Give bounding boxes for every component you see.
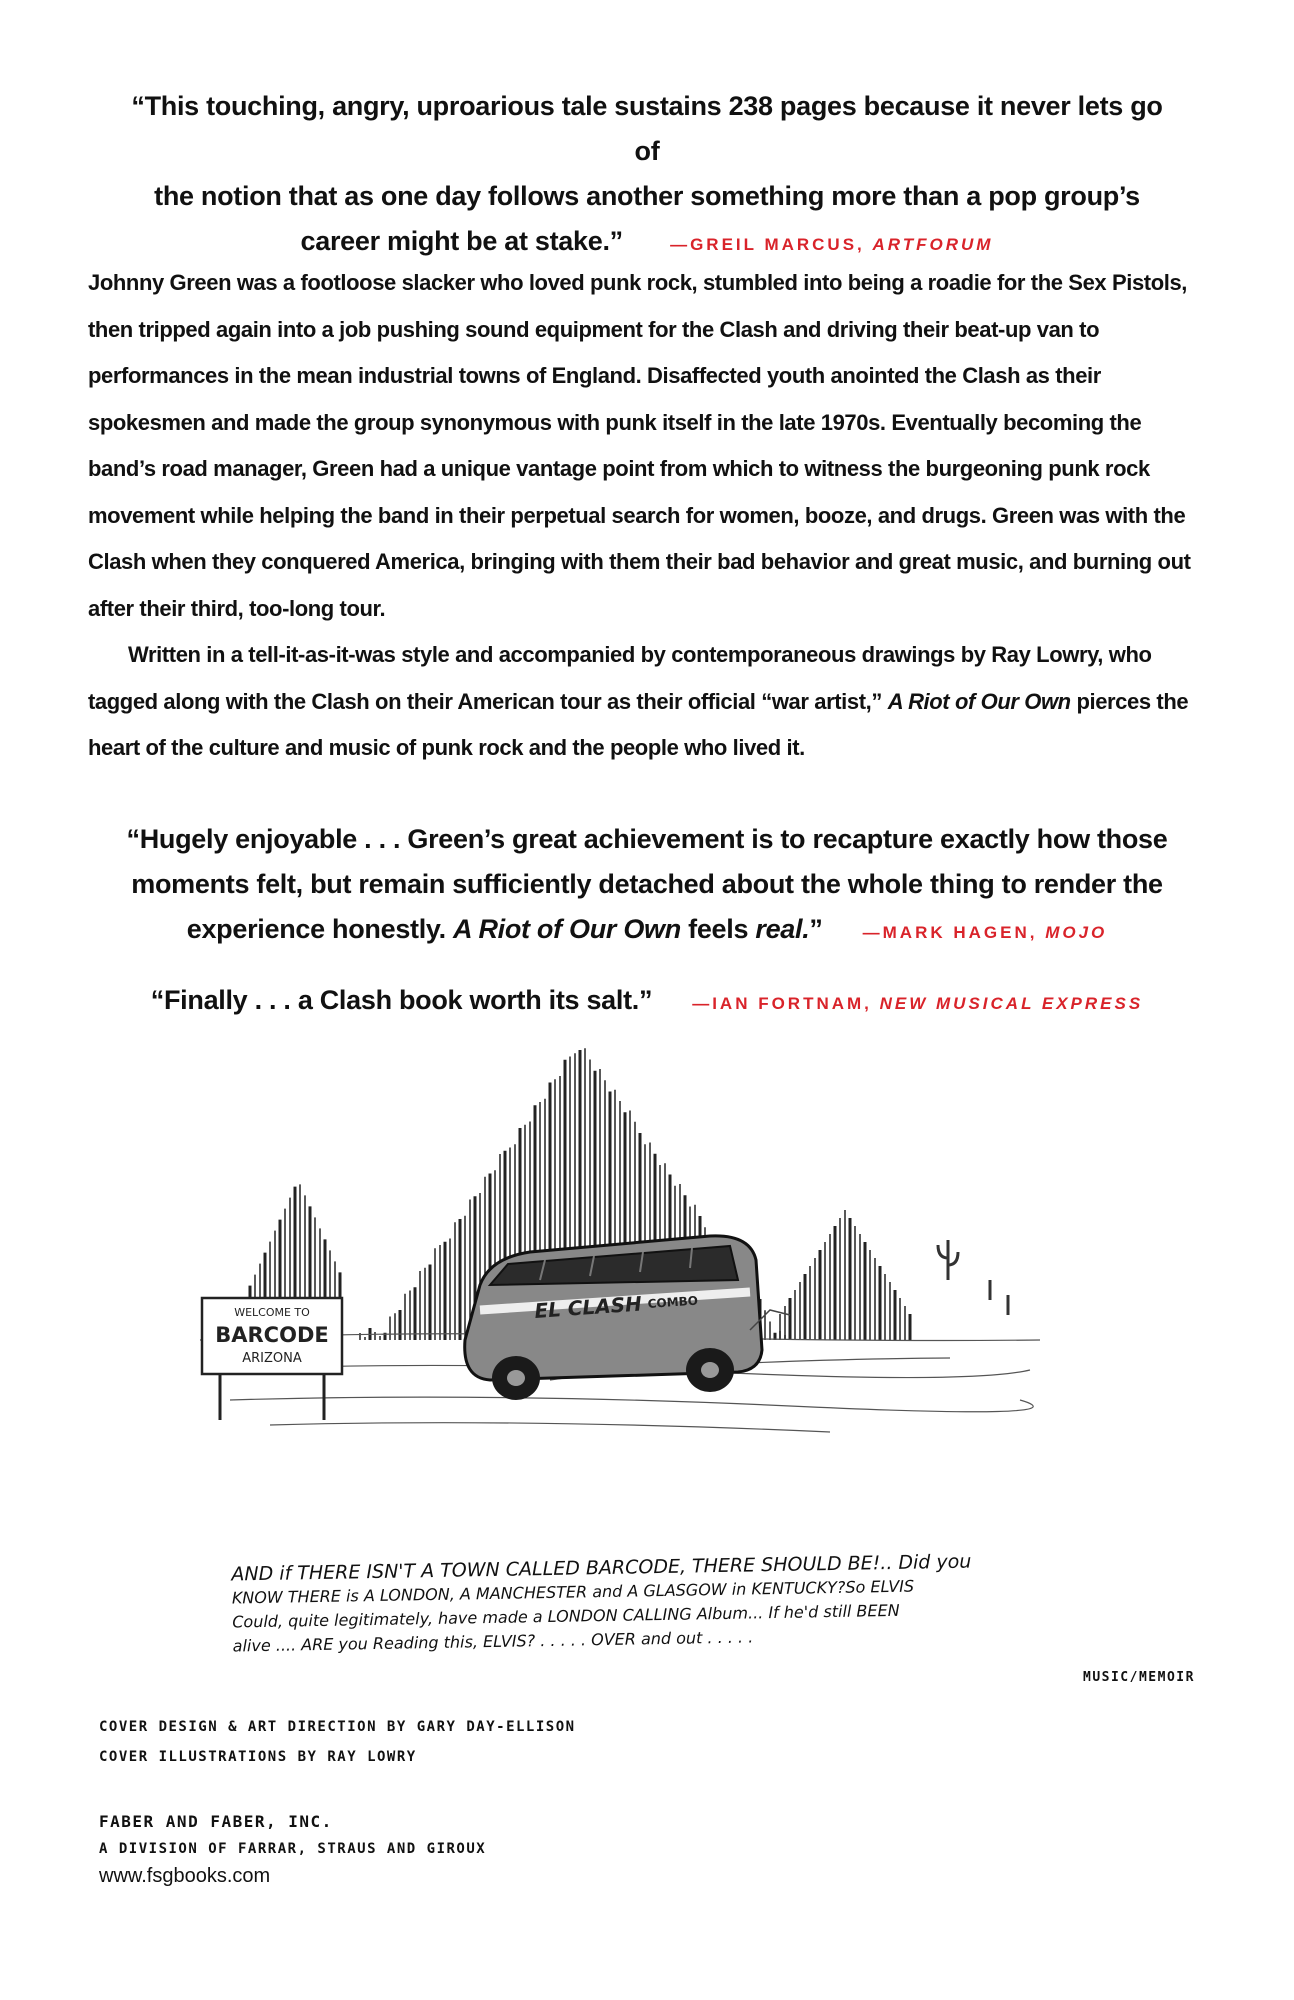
quote-attribution	[692, 994, 1143, 1013]
quote-text: “Finally . . . a Clash book worth its salt.”	[150, 985, 653, 1015]
attribution-source: NEW MUSICAL EXPRESS	[879, 994, 1144, 1013]
quote-line: “Hugely enjoyable . . . Green’s great achievement is to recapture exactly how those	[126, 824, 1168, 854]
quote-attribution	[863, 923, 1108, 942]
quote-emphasis: real.	[755, 914, 810, 944]
bus-wheel	[492, 1356, 540, 1400]
bus-lettering: EL CLASH	[533, 1291, 643, 1323]
bus-illustration	[190, 1040, 1050, 1460]
caption-line: AND if THERE ISN'T A TOWN CALLED BARCODE, THERE SHOULD BE!.. Did you	[231, 1550, 972, 1586]
quote-line: career might be at stake.”	[300, 226, 623, 256]
quote-text: feels	[688, 914, 749, 944]
caption-line: alive .... ARE you Reading this, ELVIS? . . . . . OVER and out . . . . .	[232, 1627, 754, 1656]
quote-mark: ”	[809, 914, 823, 944]
publisher-division: A DIVISION OF FARRAR, STRAUS AND GIROUX	[99, 1841, 487, 1857]
quote-line: “This touching, angry, uproarious tale sustains 238 pages because it never lets go of	[131, 91, 1163, 166]
credit-cover-design: COVER DESIGN & ART DIRECTION BY GARY DAY-ELLISON	[99, 1719, 576, 1735]
illustration-caption	[231, 1548, 1093, 1659]
description-paragraph-2	[88, 632, 1206, 772]
book-description	[88, 260, 1206, 772]
sign-text: WELCOME TO	[234, 1306, 310, 1319]
attribution-name: —MARK HAGEN,	[862, 923, 1038, 942]
attribution-source: ARTFORUM	[872, 235, 994, 254]
quote-attribution	[670, 235, 993, 254]
book-title: A Riot of Our Own	[453, 914, 681, 944]
welcome-sign	[202, 1298, 342, 1420]
caption-line: Could, quite legitimately, have made a LONDON CALLING Album... If he'd still BEEN	[232, 1600, 900, 1632]
book-title: A Riot of Our Own	[887, 688, 1071, 714]
paragraph-2-text-end: pierces the heart of the culture and music of punk rock and the people who lived it.	[88, 688, 1189, 760]
sign-text: BARCODE	[215, 1323, 329, 1347]
bus	[465, 1236, 790, 1400]
bus-wheel	[686, 1348, 734, 1392]
quote-text: experience honestly.	[186, 914, 446, 944]
quote-ian-fortnam	[120, 978, 1174, 1026]
genre-label: MUSIC/MEMOIR	[1083, 1670, 1195, 1685]
description-paragraph-1: Johnny Green was a footloose slacker who loved punk rock, stumbled into being a roadie for the Sex Pistols, then tripped again into a job pushing sound equipment for the Clash and driving their beat-up van to performances in the mean industrial towns of England. Disaffected youth anointed the Clash as their spokesmen and made the group synonymous with punk itself in the late 1970s. Eventually becoming the band’s road manager, Green had a unique vantage point from which to witness the burgeoning punk rock movement while helping the band in their perpetual search for women, booze, and drugs. Green was with the Clash when they conquered America, bringing with them their bad behavior and great music, and burning out after their third, too-long tour.	[88, 270, 1191, 621]
publisher-url[interactable]: www.fsgbooks.com	[99, 1865, 271, 1887]
paragraph-2-text: Written in a tell-it-as-it-was style and accompanied by contemporaneous drawings by Ray Lowry, who tagged along with the Clash on their American tour as their official “war artist,”	[88, 642, 1152, 714]
credit-illustrations: COVER ILLUSTRATIONS BY RAY LOWRY	[99, 1749, 417, 1765]
quote-mark-hagen	[120, 817, 1174, 955]
attribution-name: —GREIL MARCUS,	[670, 235, 865, 254]
bus-lettering-small: COMBO	[647, 1293, 699, 1311]
quote-line: moments felt, but remain sufficiently detached about the whole thing to render the	[131, 869, 1163, 899]
quote-line	[120, 907, 1174, 955]
attribution-source: MOJO	[1045, 923, 1108, 942]
sign-text: ARIZONA	[242, 1351, 302, 1366]
publisher-name: FABER AND FABER, INC.	[99, 1812, 333, 1831]
attribution-name: —IAN FORTNAM,	[692, 994, 872, 1013]
cactus	[938, 1240, 1008, 1315]
caption-line: KNOW THERE is A LONDON, A MANCHESTER and A GLASGOW in KENTUCKY?So ELVIS	[231, 1576, 915, 1608]
quote-line: the notion that as one day follows another something more than a pop group’s	[154, 181, 1140, 211]
quote-greil-marcus	[120, 84, 1174, 267]
